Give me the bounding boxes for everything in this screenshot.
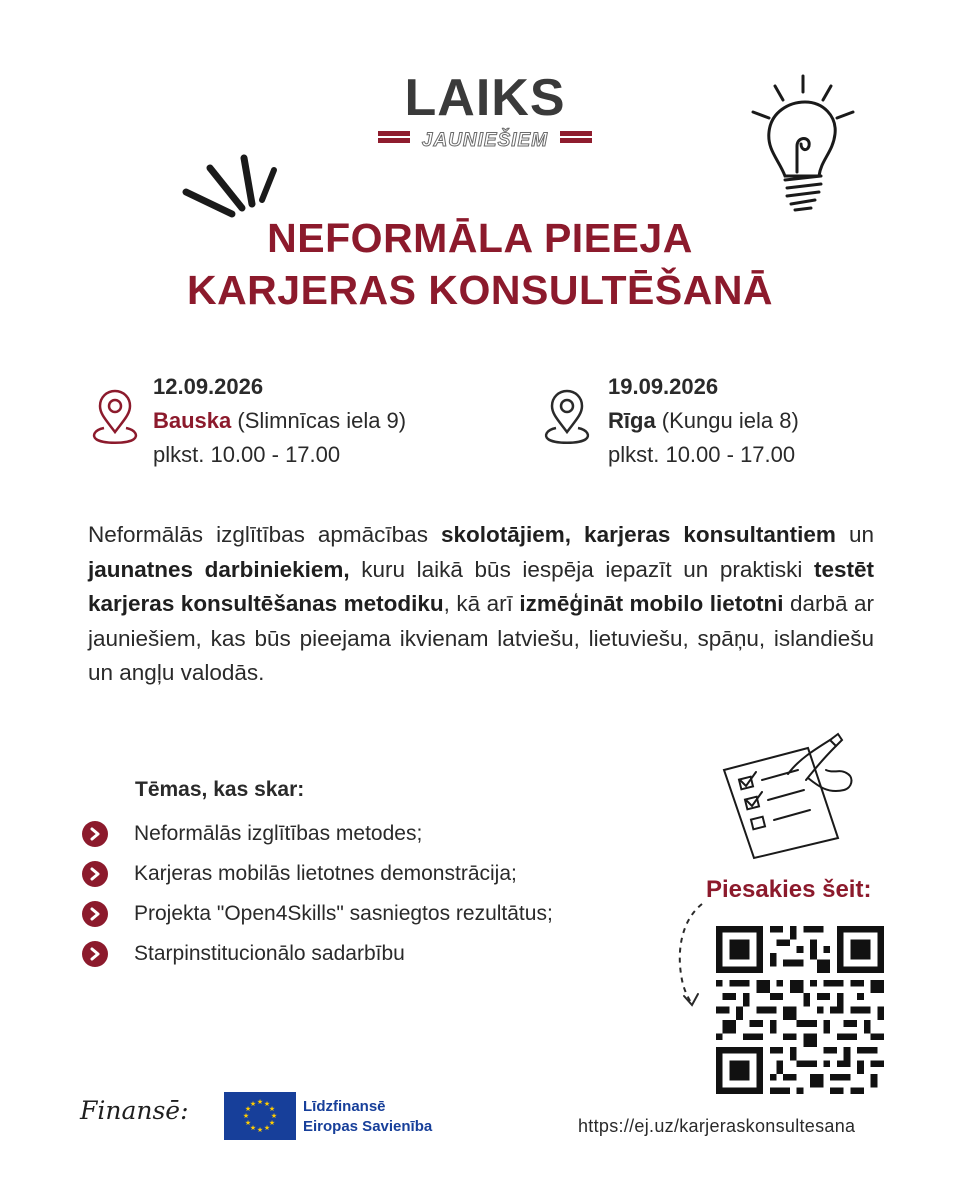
description-text: un — [835, 522, 875, 547]
event-time: plkst. 10.00 - 17.00 — [153, 442, 341, 467]
svg-text:★: ★ — [256, 1098, 264, 1106]
checklist-illustration-icon — [718, 730, 858, 860]
list-item — [82, 854, 553, 894]
description-text: kuru laikā būs iespēja iepazīt un praktiski — [349, 556, 814, 582]
description-text: Neformālās izglītības apmācības — [88, 522, 441, 547]
list-item-label: Starpinstitucionālo sadarbību — [134, 942, 405, 965]
latvian-flag-right-icon — [560, 131, 592, 149]
chevron-right-icon — [82, 821, 108, 847]
svg-text:★: ★ — [244, 1119, 252, 1127]
event-date: 19.09.2026 — [608, 374, 719, 399]
svg-text:★: ★ — [263, 1100, 271, 1108]
latvian-flag-left-icon — [378, 131, 410, 149]
location-pin-icon — [540, 388, 594, 448]
event-location — [608, 404, 799, 438]
location-pin-icon — [88, 388, 142, 448]
event-location — [153, 404, 406, 438]
registration-link[interactable]: https://ej.uz/karjeraskonsultesana — [578, 1116, 856, 1136]
headline-line-1: NEFORMĀLA PIEEJA — [267, 215, 693, 261]
eu-cofinanced-text — [303, 1097, 432, 1137]
event-address: (Slimnīcas iela 9) — [231, 408, 407, 433]
description-highlight: izmēģināt mobilo lietotni — [519, 591, 784, 616]
list-item-label: Projekta "Open4Skills" sasniegtos rezultātus; — [134, 902, 553, 925]
headline — [80, 212, 880, 316]
dashed-arrow-icon — [672, 900, 712, 1010]
description-text: darbā ar jauniešiem, kas būs pieejama ikvienam latviešu, lietuviešu, spāņu, islandiešu un angļu valodās. — [88, 591, 875, 685]
svg-text:★: ★ — [270, 1112, 278, 1120]
description-highlight: skolotājiem, karjeras konsultantiem — [440, 522, 836, 547]
chevron-right-icon — [82, 861, 108, 887]
eu-flag-icon — [224, 1092, 296, 1140]
headline-line-2: KARJERAS KONSULTĒŠANĀ — [186, 267, 774, 313]
logo-subtitle: JAUNIEŠIEM — [421, 130, 549, 151]
svg-text:★: ★ — [249, 1100, 257, 1108]
qr-code[interactable] — [716, 926, 884, 1094]
list-item-label: Neformālās izglītības metodes; — [134, 822, 423, 845]
description — [88, 518, 874, 691]
financed-label: Finansē: — [80, 1096, 189, 1125]
event-city: Rīga — [608, 408, 656, 433]
topics-list — [82, 814, 553, 974]
logo-title: LAIKS — [404, 69, 566, 127]
svg-text:★: ★ — [242, 1112, 250, 1120]
event-time: plkst. 10.00 - 17.00 — [608, 442, 796, 467]
svg-text:★: ★ — [268, 1119, 276, 1127]
description-highlight: jaunatnes darbiniekiem, — [88, 556, 350, 582]
description-highlight: testēt karjeras konsultēšanas metodiku — [88, 556, 874, 616]
event-date: 12.09.2026 — [153, 374, 264, 399]
list-item — [82, 934, 553, 974]
list-item — [82, 894, 553, 934]
svg-text:★: ★ — [263, 1124, 271, 1132]
event-riga — [608, 370, 799, 472]
logo — [370, 70, 600, 160]
event-city: Bauska — [153, 408, 232, 433]
eu-text-line-2: Eiropas Savienība — [303, 1118, 433, 1135]
list-item-label: Karjeras mobilās lietotnes demonstrācija; — [134, 862, 517, 885]
light-bulb-icon — [745, 72, 865, 222]
eu-text-line-1: Līdzfinansē — [303, 1098, 386, 1115]
chevron-right-icon — [82, 941, 108, 967]
svg-text:★: ★ — [256, 1126, 264, 1134]
topics-title: Tēmas, kas skar: — [135, 778, 305, 801]
event-bauska — [153, 370, 406, 472]
svg-text:★: ★ — [268, 1105, 276, 1113]
event-address: (Kungu iela 8) — [655, 408, 799, 433]
chevron-right-icon — [82, 901, 108, 927]
register-label: Piesakies šeit: — [706, 876, 872, 903]
list-item — [82, 814, 553, 854]
svg-text:★: ★ — [244, 1105, 252, 1113]
svg-text:★: ★ — [249, 1124, 257, 1132]
description-text: , kā arī — [443, 591, 520, 616]
